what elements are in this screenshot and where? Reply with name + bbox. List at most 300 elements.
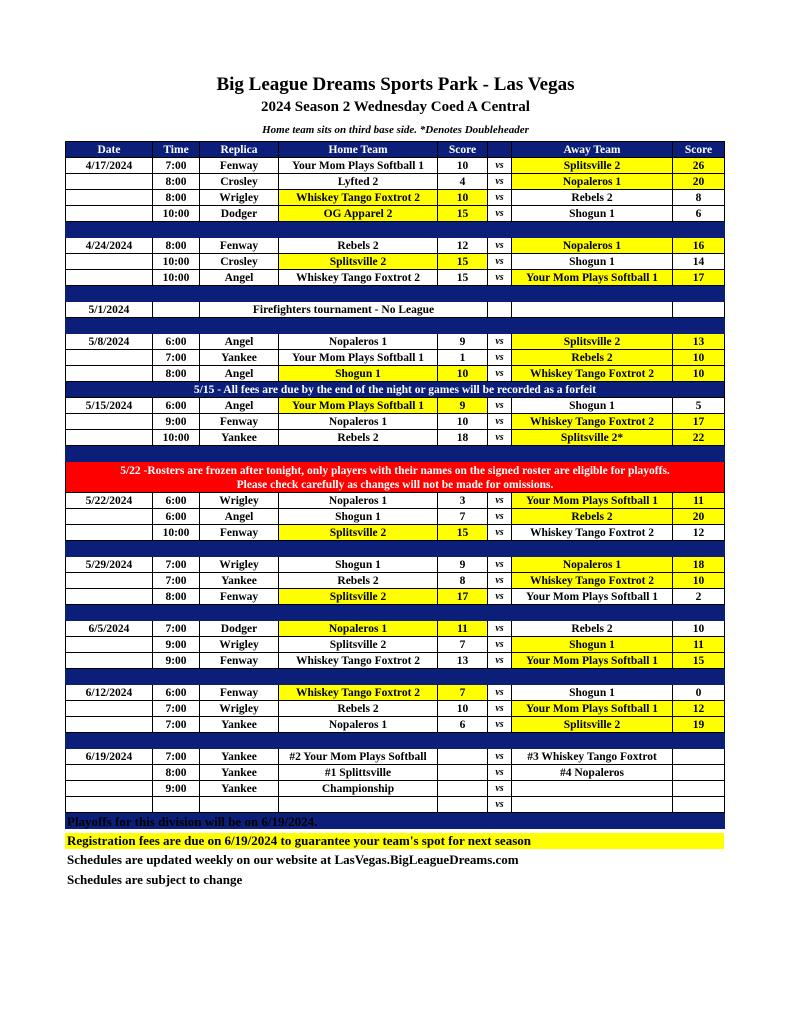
versus-label: vs — [488, 366, 512, 382]
home-team: Rebels 2 — [279, 573, 438, 589]
game-date — [66, 190, 153, 206]
game-date — [66, 206, 153, 222]
home-team: Splitsville 2 — [279, 525, 438, 541]
away-score: 12 — [673, 525, 725, 541]
game-row — [66, 430, 725, 446]
footer-registration: Registration fees are due on 6/19/2024 to guarantee your team's spot for next season — [65, 833, 724, 849]
away-team — [512, 797, 673, 813]
game-replica: Yankee — [200, 717, 279, 733]
game-row — [66, 350, 725, 366]
game-row — [66, 557, 725, 573]
game-date — [66, 509, 153, 525]
footer-playoffs: Playoffs for this division will be on 6/19/2024. — [67, 814, 318, 829]
home-score: 7 — [438, 637, 488, 653]
home-team: Whiskey Tango Foxtrot 2 — [279, 270, 438, 286]
game-time: 10:00 — [153, 525, 200, 541]
game-replica: Fenway — [200, 653, 279, 669]
away-team: Whiskey Tango Foxtrot 2 — [512, 525, 673, 541]
game-row — [66, 414, 725, 430]
home-team: OG Apparel 2 — [279, 206, 438, 222]
home-team: Rebels 2 — [279, 430, 438, 446]
home-score — [438, 797, 488, 813]
game-replica: Yankee — [200, 573, 279, 589]
game-row — [66, 509, 725, 525]
footer-website: Schedules are updated weekly on our website at LasVegas.BigLeagueDreams.com — [67, 852, 519, 867]
away-score: 17 — [673, 414, 725, 430]
away-score: 5 — [673, 398, 725, 414]
game-replica: Yankee — [200, 430, 279, 446]
game-replica: Fenway — [200, 414, 279, 430]
away-score: 2 — [673, 589, 725, 605]
home-score: 9 — [438, 557, 488, 573]
home-score: 15 — [438, 525, 488, 541]
home-score: 8 — [438, 573, 488, 589]
versus-label: vs — [488, 749, 512, 765]
home-score: 10 — [438, 366, 488, 382]
away-score: 10 — [673, 366, 725, 382]
away-team: Shogun 1 — [512, 685, 673, 701]
game-date — [66, 414, 153, 430]
versus-label: vs — [488, 685, 512, 701]
roster-alert — [66, 462, 725, 493]
game-row — [66, 206, 725, 222]
game-time: 6:00 — [153, 334, 200, 350]
home-team — [279, 797, 438, 813]
game-date: 5/15/2024 — [66, 398, 153, 414]
away-score: 10 — [673, 621, 725, 637]
roster-alert-line2: Please check carefully as changes will not be made for omissions. — [236, 479, 554, 491]
game-time: 6:00 — [153, 685, 200, 701]
game-row — [66, 174, 725, 190]
away-team: Shogun 1 — [512, 254, 673, 270]
spacer-row — [66, 733, 725, 749]
game-row — [66, 621, 725, 637]
away-score: 19 — [673, 717, 725, 733]
versus-label: vs — [488, 637, 512, 653]
game-time: 7:00 — [153, 557, 200, 573]
col-away-score: Score — [673, 142, 725, 158]
versus-label: vs — [488, 717, 512, 733]
home-score: 11 — [438, 621, 488, 637]
game-row — [66, 398, 725, 414]
game-time: 7:00 — [153, 350, 200, 366]
home-score: 13 — [438, 653, 488, 669]
versus-label: vs — [488, 621, 512, 637]
versus-label: vs — [488, 350, 512, 366]
away-team: Splitsville 2* — [512, 430, 673, 446]
home-team: Whiskey Tango Foxtrot 2 — [279, 685, 438, 701]
away-score: 15 — [673, 653, 725, 669]
game-time: 8:00 — [153, 589, 200, 605]
game-date — [66, 366, 153, 382]
spacer-cell — [66, 605, 725, 621]
home-score: 7 — [438, 509, 488, 525]
game-replica: Angel — [200, 270, 279, 286]
home-team: Splitsville 2 — [279, 637, 438, 653]
versus-label: vs — [488, 430, 512, 446]
away-score: 17 — [673, 270, 725, 286]
game-replica: Wrigley — [200, 557, 279, 573]
game-time: 10:00 — [153, 430, 200, 446]
game-replica: Dodger — [200, 621, 279, 637]
game-replica: Crosley — [200, 174, 279, 190]
game-date — [66, 797, 153, 813]
home-team: Nopaleros 1 — [279, 334, 438, 350]
home-score: 7 — [438, 685, 488, 701]
game-replica: Yankee — [200, 765, 279, 781]
game-date — [66, 765, 153, 781]
home-score: 15 — [438, 254, 488, 270]
game-replica: Yankee — [200, 781, 279, 797]
away-team: Splitsville 2 — [512, 717, 673, 733]
col-away-team: Away Team — [512, 142, 673, 158]
away-team: Nopaleros 1 — [512, 174, 673, 190]
away-score: 14 — [673, 254, 725, 270]
home-team: Nopaleros 1 — [279, 621, 438, 637]
versus-label: vs — [488, 589, 512, 605]
versus-label: vs — [488, 398, 512, 414]
away-score: 10 — [673, 573, 725, 589]
game-time: 8:00 — [153, 238, 200, 254]
away-team: Shogun 1 — [512, 206, 673, 222]
away-score: 22 — [673, 430, 725, 446]
game-date: 5/8/2024 — [66, 334, 153, 350]
game-away-score — [673, 302, 725, 318]
game-row — [66, 749, 725, 765]
away-team: Your Mom Plays Softball 1 — [512, 493, 673, 509]
home-score: 17 — [438, 589, 488, 605]
game-date — [66, 525, 153, 541]
home-team: Shogun 1 — [279, 557, 438, 573]
home-team: Shogun 1 — [279, 366, 438, 382]
game-replica: Fenway — [200, 685, 279, 701]
game-replica: Fenway — [200, 525, 279, 541]
game-time: 7:00 — [153, 158, 200, 174]
home-score: 10 — [438, 190, 488, 206]
game-row — [66, 254, 725, 270]
away-team: Rebels 2 — [512, 190, 673, 206]
spacer-row — [66, 286, 725, 302]
game-time: 10:00 — [153, 206, 200, 222]
col-home-team: Home Team — [279, 142, 438, 158]
schedule-body — [66, 158, 725, 829]
away-team: Shogun 1 — [512, 398, 673, 414]
away-team: Rebels 2 — [512, 350, 673, 366]
game-date: 4/24/2024 — [66, 238, 153, 254]
game-time: 7:00 — [153, 621, 200, 637]
versus-label: vs — [488, 270, 512, 286]
game-time: 9:00 — [153, 637, 200, 653]
page-title: Big League Dreams Sports Park - Las Vegas — [216, 74, 575, 95]
schedule-table — [65, 141, 725, 829]
versus-label: vs — [488, 493, 512, 509]
versus-label: vs — [488, 206, 512, 222]
away-score: 20 — [673, 509, 725, 525]
game-replica: Wrigley — [200, 701, 279, 717]
spacer-cell — [66, 541, 725, 557]
game-replica: Crosley — [200, 254, 279, 270]
game-date — [66, 781, 153, 797]
game-row — [66, 797, 725, 813]
away-team: Nopaleros 1 — [512, 238, 673, 254]
game-replica: Angel — [200, 366, 279, 382]
home-team: Nopaleros 1 — [279, 717, 438, 733]
away-score — [673, 781, 725, 797]
game-row — [66, 765, 725, 781]
home-team: Splitsville 2 — [279, 254, 438, 270]
game-row — [66, 717, 725, 733]
game-date — [66, 717, 153, 733]
versus-label: vs — [488, 334, 512, 350]
game-time: 7:00 — [153, 717, 200, 733]
home-team: Shogun 1 — [279, 509, 438, 525]
home-team: Your Mom Plays Softball 1 — [279, 398, 438, 414]
game-row — [66, 573, 725, 589]
col-replica: Replica — [200, 142, 279, 158]
away-team: #3 Whiskey Tango Foxtrot — [512, 749, 673, 765]
game-date — [66, 350, 153, 366]
game-away — [512, 302, 673, 318]
game-replica: Wrigley — [200, 190, 279, 206]
away-score: 26 — [673, 158, 725, 174]
versus-label: vs — [488, 781, 512, 797]
spacer-row — [66, 222, 725, 238]
spacer-cell — [66, 446, 725, 462]
versus-label: vs — [488, 190, 512, 206]
col-vs — [488, 142, 512, 158]
notice-text: 5/15 - All fees are due by the end of the night or games will be recorded as a forfeit — [66, 382, 725, 398]
home-score: 10 — [438, 158, 488, 174]
game-row — [66, 493, 725, 509]
away-team: Shogun 1 — [512, 637, 673, 653]
home-team: Your Mom Plays Softball 1 — [279, 350, 438, 366]
game-date: 6/19/2024 — [66, 749, 153, 765]
away-team: Your Mom Plays Softball 1 — [512, 589, 673, 605]
home-team: Whiskey Tango Foxtrot 2 — [279, 190, 438, 206]
game-time: 6:00 — [153, 509, 200, 525]
versus-label: vs — [488, 158, 512, 174]
away-team: #4 Nopaleros — [512, 765, 673, 781]
game-time: 8:00 — [153, 765, 200, 781]
game-date — [66, 270, 153, 286]
home-score: 6 — [438, 717, 488, 733]
game-time: 10:00 — [153, 270, 200, 286]
versus-label: vs — [488, 254, 512, 270]
game-time: 8:00 — [153, 190, 200, 206]
game-time: 6:00 — [153, 398, 200, 414]
game-replica: Dodger — [200, 206, 279, 222]
away-team: Whiskey Tango Foxtrot 2 — [512, 414, 673, 430]
game-date: 5/22/2024 — [66, 493, 153, 509]
home-score: 3 — [438, 493, 488, 509]
game-date — [66, 174, 153, 190]
home-score: 18 — [438, 430, 488, 446]
away-team: Whiskey Tango Foxtrot 2 — [512, 573, 673, 589]
versus-label: vs — [488, 174, 512, 190]
notice-row — [66, 382, 725, 398]
game-date — [66, 701, 153, 717]
home-team: #1 Splittsville — [279, 765, 438, 781]
game-date — [66, 254, 153, 270]
away-team: Splitsville 2 — [512, 158, 673, 174]
away-score: 6 — [673, 206, 725, 222]
spacer-row — [66, 605, 725, 621]
game-replica: Angel — [200, 398, 279, 414]
col-home-score: Score — [438, 142, 488, 158]
home-score — [438, 781, 488, 797]
versus-label: vs — [488, 525, 512, 541]
game-date — [66, 637, 153, 653]
game-replica: Fenway — [200, 158, 279, 174]
game-time — [153, 797, 200, 813]
home-team: Nopaleros 1 — [279, 414, 438, 430]
away-team: Splitsville 2 — [512, 334, 673, 350]
game-time: 7:00 — [153, 573, 200, 589]
game-row — [66, 701, 725, 717]
away-team — [512, 781, 673, 797]
home-team: Splitsville 2 — [279, 589, 438, 605]
game-vs — [488, 302, 512, 318]
spacer-cell — [66, 222, 725, 238]
game-date: 5/1/2024 — [66, 302, 153, 318]
game-date: 5/29/2024 — [66, 557, 153, 573]
away-score: 11 — [673, 637, 725, 653]
event-text: Firefighters tournament - No League — [200, 302, 488, 318]
game-row — [66, 334, 725, 350]
game-time — [153, 302, 200, 318]
versus-label: vs — [488, 238, 512, 254]
roster-alert-row — [66, 462, 725, 493]
versus-label: vs — [488, 573, 512, 589]
game-time: 10:00 — [153, 254, 200, 270]
home-score: 1 — [438, 350, 488, 366]
away-score: 10 — [673, 350, 725, 366]
spacer-cell — [66, 318, 725, 334]
game-replica: Angel — [200, 509, 279, 525]
game-replica: Fenway — [200, 238, 279, 254]
home-score: 9 — [438, 398, 488, 414]
home-score: 15 — [438, 206, 488, 222]
game-replica — [200, 797, 279, 813]
versus-label: vs — [488, 701, 512, 717]
spacer-row — [66, 669, 725, 685]
versus-label: vs — [488, 557, 512, 573]
game-time: 9:00 — [153, 781, 200, 797]
game-row — [66, 270, 725, 286]
away-score — [673, 749, 725, 765]
game-row — [66, 653, 725, 669]
away-score: 13 — [673, 334, 725, 350]
event-row — [66, 302, 725, 318]
versus-label: vs — [488, 797, 512, 813]
game-replica: Yankee — [200, 350, 279, 366]
away-team: Nopaleros 1 — [512, 557, 673, 573]
home-team: Championship — [279, 781, 438, 797]
spacer-row — [66, 541, 725, 557]
game-date: 6/12/2024 — [66, 685, 153, 701]
game-date: 6/5/2024 — [66, 621, 153, 637]
away-score: 16 — [673, 238, 725, 254]
spacer-row — [66, 318, 725, 334]
spacer-cell — [66, 286, 725, 302]
game-row — [66, 366, 725, 382]
game-time: 7:00 — [153, 749, 200, 765]
versus-label: vs — [488, 414, 512, 430]
home-score: 15 — [438, 270, 488, 286]
home-score: 4 — [438, 174, 488, 190]
away-score: 18 — [673, 557, 725, 573]
home-score: 12 — [438, 238, 488, 254]
game-row — [66, 589, 725, 605]
game-replica: Yankee — [200, 749, 279, 765]
roster-alert-line1: 5/22 -Rosters are frozen after tonight, only players with their names on the signed roster are eligible for playoffs. — [120, 465, 670, 477]
spacer-cell — [66, 669, 725, 685]
game-row — [66, 158, 725, 174]
away-score: 11 — [673, 493, 725, 509]
game-row — [66, 781, 725, 797]
away-team: Whiskey Tango Foxtrot 2 — [512, 366, 673, 382]
game-date — [66, 653, 153, 669]
game-row — [66, 190, 725, 206]
spacer-row — [66, 446, 725, 462]
game-time: 6:00 — [153, 493, 200, 509]
col-date: Date — [66, 142, 153, 158]
game-date — [66, 589, 153, 605]
home-score: 9 — [438, 334, 488, 350]
away-score — [673, 797, 725, 813]
home-team: Lyfted 2 — [279, 174, 438, 190]
spacer-cell — [66, 733, 725, 749]
game-row — [66, 238, 725, 254]
away-score: 8 — [673, 190, 725, 206]
home-score: 10 — [438, 701, 488, 717]
footer-subject-to-change: Schedules are subject to change — [67, 872, 243, 887]
game-time: 8:00 — [153, 366, 200, 382]
away-team: Your Mom Plays Softball 1 — [512, 653, 673, 669]
col-time: Time — [153, 142, 200, 158]
home-score: 10 — [438, 414, 488, 430]
game-row — [66, 637, 725, 653]
game-date: 4/17/2024 — [66, 158, 153, 174]
game-replica: Angel — [200, 334, 279, 350]
away-score: 0 — [673, 685, 725, 701]
away-team: Your Mom Plays Softball 1 — [512, 270, 673, 286]
home-team: Nopaleros 1 — [279, 493, 438, 509]
away-team: Rebels 2 — [512, 509, 673, 525]
versus-label: vs — [488, 653, 512, 669]
home-team: Rebels 2 — [279, 701, 438, 717]
game-replica: Wrigley — [200, 637, 279, 653]
versus-label: vs — [488, 509, 512, 525]
versus-label: vs — [488, 765, 512, 781]
home-score — [438, 765, 488, 781]
home-team-note: Home team sits on third base side. *Denotes Doubleheader — [262, 124, 529, 136]
table-header-row — [66, 142, 725, 158]
game-time: 9:00 — [153, 414, 200, 430]
game-replica: Wrigley — [200, 493, 279, 509]
away-team: Your Mom Plays Softball 1 — [512, 701, 673, 717]
game-row — [66, 685, 725, 701]
game-row — [66, 525, 725, 541]
game-date — [66, 430, 153, 446]
home-team: Your Mom Plays Softball 1 — [279, 158, 438, 174]
away-score — [673, 765, 725, 781]
away-score: 12 — [673, 701, 725, 717]
game-time: 8:00 — [153, 174, 200, 190]
game-date — [66, 573, 153, 589]
away-score: 20 — [673, 174, 725, 190]
home-team: Rebels 2 — [279, 238, 438, 254]
